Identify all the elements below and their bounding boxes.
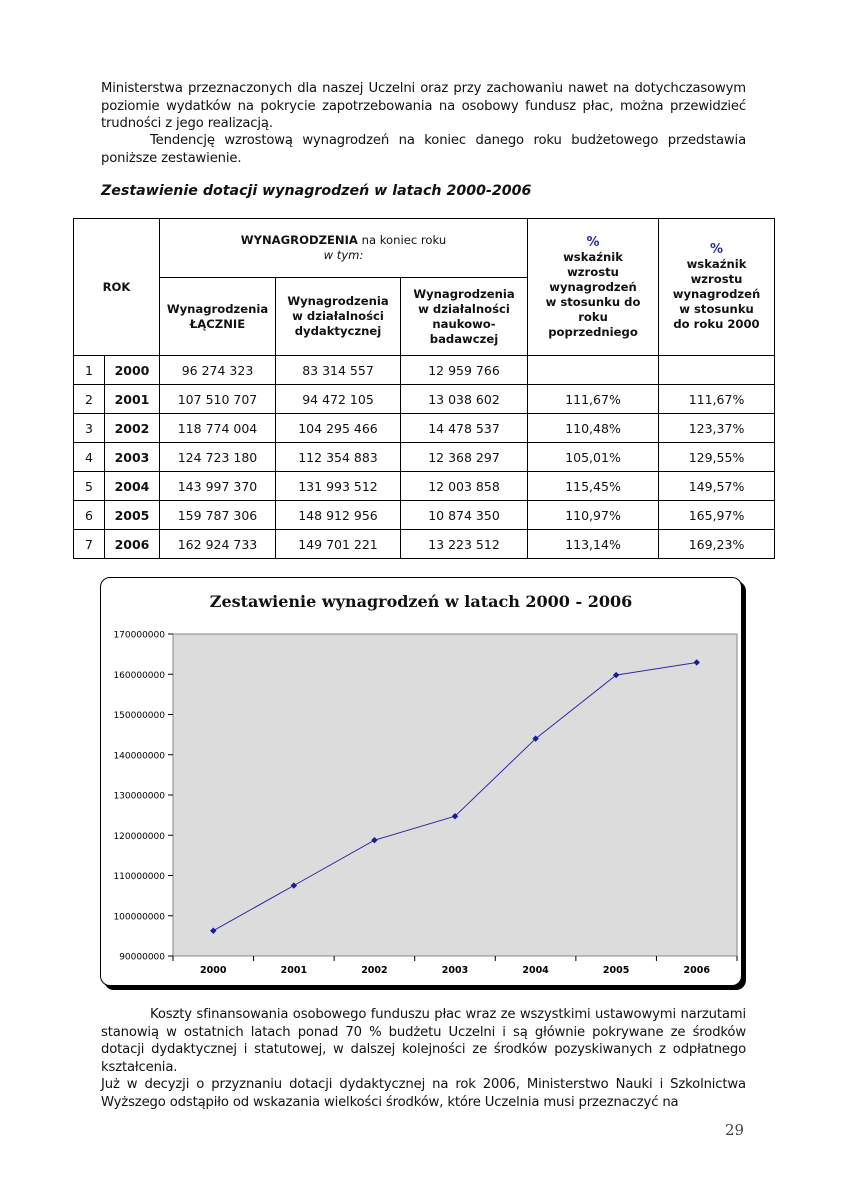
row-research-cell: 12 003 858 bbox=[401, 472, 528, 501]
header-prev-l6: poprzedniego bbox=[548, 324, 638, 339]
header-prev-l2: wzrostu bbox=[567, 264, 619, 279]
table-row bbox=[74, 385, 775, 414]
page-number: 29 bbox=[725, 1121, 745, 1139]
row-base-pct-cell: 111,67% bbox=[659, 385, 775, 414]
table-row bbox=[74, 501, 775, 530]
row-index-cell: 3 bbox=[74, 414, 105, 443]
row-base-pct-cell: 129,55% bbox=[659, 443, 775, 472]
paragraph-trend: Tendencję wzrostową wynagrodzeń na koniec danego roku budżetowego przedstawia poniższe zestawienie. bbox=[101, 133, 746, 166]
row-prev-pct-cell: 110,48% bbox=[528, 414, 659, 443]
y-tick-label: 170000000 bbox=[113, 630, 165, 641]
row-prev-pct-cell: 105,01% bbox=[528, 443, 659, 472]
header-base-l5: do roku 2000 bbox=[673, 317, 760, 331]
row-index-cell: 2 bbox=[74, 385, 105, 414]
header-total-l2: ŁĄCZNIE bbox=[189, 316, 246, 331]
row-didactic-cell: 83 314 557 bbox=[276, 356, 401, 385]
header-base-symbol: % bbox=[710, 242, 724, 257]
header-total bbox=[160, 278, 276, 356]
x-tick-label: 2004 bbox=[522, 965, 549, 976]
row-total-cell: 159 787 306 bbox=[160, 501, 276, 530]
row-base-pct-cell: 123,37% bbox=[659, 414, 775, 443]
header-didactic-l1: Wynagrodzenia bbox=[287, 294, 389, 308]
y-tick-label: 150000000 bbox=[113, 711, 165, 721]
header-research bbox=[401, 278, 528, 356]
header-prev-l4: w stosunku do bbox=[545, 294, 641, 309]
header-didactic-l2: w działalności bbox=[292, 309, 384, 323]
x-tick-label: 2000 bbox=[200, 965, 227, 976]
header-base-l2: wzrostu bbox=[690, 272, 743, 286]
row-index-cell: 7 bbox=[74, 530, 105, 559]
table-row bbox=[74, 443, 775, 472]
row-didactic-cell: 131 993 512 bbox=[276, 472, 401, 501]
row-year-cell: 2006 bbox=[105, 530, 160, 559]
x-tick-label: 2005 bbox=[602, 965, 630, 976]
header-total-l1: Wynagrodzenia bbox=[166, 301, 269, 316]
y-tick-label: 120000000 bbox=[113, 831, 165, 842]
row-didactic-cell: 112 354 883 bbox=[276, 443, 401, 472]
row-year-cell: 2000 bbox=[105, 356, 160, 385]
header-base-l1: wskaźnik bbox=[686, 257, 747, 271]
header-group bbox=[160, 219, 528, 278]
row-base-pct-cell bbox=[659, 356, 775, 385]
header-prev-l1: wskaźnik bbox=[563, 249, 623, 264]
row-prev-pct-cell: 111,67% bbox=[528, 385, 659, 414]
row-research-cell: 14 478 537 bbox=[401, 414, 528, 443]
y-tick-label: 160000000 bbox=[113, 670, 165, 681]
row-total-cell: 124 723 180 bbox=[160, 443, 276, 472]
paragraph-intro: Ministerstwa przeznaczonych dla naszej Uczelni oraz przy zachowaniu nawet na dotychczasowym poziomie wydatków na pokrycie zapotrzebowania na osobowy fundusz płac, można przewidzieć trudności z jego realizacją. bbox=[101, 81, 746, 131]
row-index-cell: 5 bbox=[74, 472, 105, 501]
table-body bbox=[74, 356, 775, 559]
y-tick-label: 140000000 bbox=[113, 751, 165, 762]
header-group-sub: w tym: bbox=[323, 248, 364, 262]
row-didactic-cell: 104 295 466 bbox=[276, 414, 401, 443]
row-year-cell: 2003 bbox=[105, 443, 160, 472]
salary-table bbox=[73, 218, 775, 559]
row-index-cell: 4 bbox=[74, 443, 105, 472]
row-didactic-cell: 94 472 105 bbox=[276, 385, 401, 414]
row-didactic-cell: 149 701 221 bbox=[276, 530, 401, 559]
row-index-cell: 1 bbox=[74, 356, 105, 385]
row-total-cell: 107 510 707 bbox=[160, 385, 276, 414]
row-year-cell: 2002 bbox=[105, 414, 160, 443]
header-rok: ROK bbox=[74, 219, 160, 356]
row-base-pct-cell: 169,23% bbox=[659, 530, 775, 559]
header-research-l3: naukowo- bbox=[432, 316, 496, 331]
y-tick-label: 90000000 bbox=[119, 952, 165, 963]
table-row bbox=[74, 472, 775, 501]
table-row bbox=[74, 530, 775, 559]
line-chart-card bbox=[100, 577, 742, 986]
header-didactic bbox=[276, 278, 401, 356]
row-research-cell: 12 368 297 bbox=[401, 443, 528, 472]
header-research-l2: w działalności bbox=[418, 301, 510, 316]
header-didactic-l3: dydaktycznej bbox=[294, 324, 382, 338]
table-row bbox=[74, 414, 775, 443]
row-base-pct-cell: 149,57% bbox=[659, 472, 775, 501]
header-prev-l3: wynagrodzeń bbox=[549, 279, 637, 294]
header-research-l4: badawczej bbox=[429, 331, 499, 346]
row-research-cell: 13 038 602 bbox=[401, 385, 528, 414]
section-title: Zestawienie dotacji wynagrodzeń w latach 2000-2006 bbox=[101, 183, 532, 199]
header-base-l3: wynagrodzeń bbox=[672, 287, 761, 301]
x-tick-label: 2002 bbox=[361, 965, 388, 976]
header-group-bold: WYNAGRODZENIA bbox=[240, 233, 358, 247]
row-didactic-cell: 148 912 956 bbox=[276, 501, 401, 530]
y-tick-label: 110000000 bbox=[113, 872, 165, 882]
chart-title: Zestawienie wynagrodzeń w latach 2000 - 2006 bbox=[209, 592, 633, 611]
header-research-l1: Wynagrodzenia bbox=[413, 286, 515, 301]
plot-area bbox=[173, 634, 737, 956]
header-base bbox=[659, 219, 775, 356]
y-tick-label: 130000000 bbox=[113, 791, 165, 802]
row-prev-pct-cell bbox=[528, 356, 659, 385]
table-row bbox=[74, 356, 775, 385]
x-tick-label: 2003 bbox=[441, 965, 469, 976]
row-total-cell: 162 924 733 bbox=[160, 530, 276, 559]
row-prev-pct-cell: 115,45% bbox=[528, 472, 659, 501]
row-index-cell: 6 bbox=[74, 501, 105, 530]
row-total-cell: 143 997 370 bbox=[160, 472, 276, 501]
line-chart bbox=[101, 578, 741, 985]
row-year-cell: 2005 bbox=[105, 501, 160, 530]
paragraph-costs: Koszty sfinansowania osobowego funduszu płac wraz ze wszystkimi ustawowymi narzutami stanowią w ostatnich latach ponad 70 % budżetu Uczelni i są głównie pokrywane ze środków dotacji dydaktycznej i statutowej, w dalszej kolejności ze środków pozyskiwanych z odpłatnego kształcenia. bbox=[101, 1007, 746, 1075]
x-tick-label: 2006 bbox=[683, 965, 710, 976]
x-tick-label: 2001 bbox=[280, 965, 308, 976]
paragraph-decision: Już w decyzji o przyznaniu dotacji dydaktycznej na rok 2006, Ministerstwo Nauki i Szkolnictwa Wyższego odstąpiło od wskazania wielkości środków, które Uczelnia musi przeznaczyć na bbox=[101, 1077, 746, 1110]
header-group-rest: na koniec roku bbox=[357, 233, 447, 247]
row-year-cell: 2001 bbox=[105, 385, 160, 414]
row-prev-pct-cell: 110,97% bbox=[528, 501, 659, 530]
row-total-cell: 96 274 323 bbox=[160, 356, 276, 385]
header-base-l4: w stosunku bbox=[679, 302, 754, 316]
row-research-cell: 12 959 766 bbox=[401, 356, 528, 385]
header-prev-l5: roku bbox=[578, 309, 608, 324]
row-prev-pct-cell: 113,14% bbox=[528, 530, 659, 559]
y-tick-label: 100000000 bbox=[113, 912, 165, 923]
row-base-pct-cell: 165,97% bbox=[659, 501, 775, 530]
row-research-cell: 10 874 350 bbox=[401, 501, 528, 530]
row-total-cell: 118 774 004 bbox=[160, 414, 276, 443]
row-research-cell: 13 223 512 bbox=[401, 530, 528, 559]
header-prev-symbol: % bbox=[586, 234, 600, 250]
row-year-cell: 2004 bbox=[105, 472, 160, 501]
header-prev bbox=[528, 219, 659, 356]
